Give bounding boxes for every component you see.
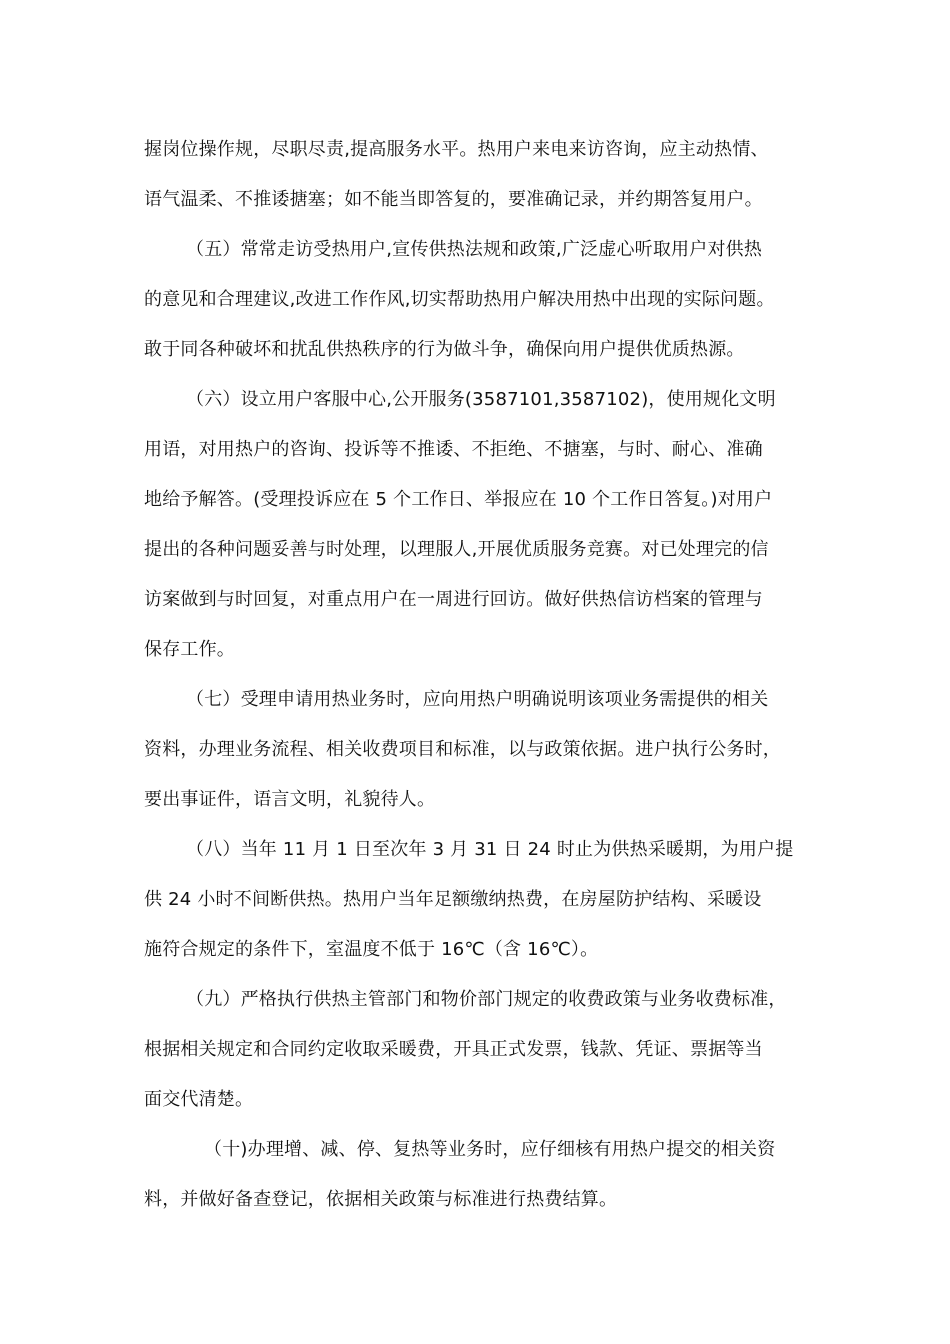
text-line: 提出的各种问题妥善与时处理，以理服人,开展优质服务竞赛。对已处理完的信 [144,539,769,560]
paragraph-8-start: （八）当年 11 月 1 日至次年 3 月 31 日 24 时止为供热采暖期，为用户提 [186,839,794,860]
text-line: 地给予解答。(受理投诉应在 5 个工作日、举报应在 10 个工作日答复。)对用户 [144,489,773,510]
text-line: 供 24 小时不间断供热。热用户当年足额缴纳热费，在房屋防护结构、采暖设 [144,889,762,910]
text-line: 要出事证件，语言文明，礼貌待人。 [144,789,436,810]
text-line: 的意见和合理建议,改进工作作风,切实帮助热用户解决用热中出现的实际问题。 [144,289,775,310]
paragraph-10-start: （十)办理增、减、停、复热等业务时，应仔细核有用热户提交的相关资 [204,1139,776,1160]
text-line: 访案做到与时回复，对重点用户在一周进行回访。做好供热信访档案的管理与 [144,589,763,610]
paragraph-7-start: （七）受理申请用热业务时，应向用热户明确说明该项业务需提供的相关 [186,689,769,710]
paragraph-5-start: （五）常常走访受热用户,宣传供热法规和政策,广泛虚心听取用户对供热 [186,239,763,260]
text-line: 语气温柔、不推诿搪塞；如不能当即答复的，要准确记录，并约期答复用户。 [144,189,763,210]
text-line: 握岗位操作规，尽职尽责,提高服务水平。热用户来电来访咨询，应主动热情、 [144,139,769,160]
text-line: 保存工作。 [144,639,235,660]
text-line: 施符合规定的条件下，室温度不低于 16℃（含 16℃）。 [144,939,599,960]
text-line: 料，并做好备查登记，依据相关政策与标准进行热费结算。 [144,1189,618,1210]
paragraph-9-start: （九）严格执行供热主管部门和物价部门规定的收费政策与业务收费标准， [186,989,787,1010]
text-line: 面交代清楚。 [144,1089,254,1110]
text-line: 资料，办理业务流程、相关收费项目和标准，以与政策依据。进户执行公务时， [144,739,781,760]
text-line: 用语，对用热户的咨询、投诉等不推诿、不拒绝、不搪塞，与时、耐心、准确 [144,439,763,460]
paragraph-6-start: （六）设立用户客服中心,公开服务(3587101,3587102)，使用规化文明 [186,389,776,410]
text-line: 根据相关规定和合同约定收取采暖费，开具正式发票，钱款、凭证、票据等当 [144,1039,763,1060]
text-line: 敢于同各种破坏和扰乱供热秩序的行为做斗争，确保向用户提供优质热源。 [144,339,745,360]
